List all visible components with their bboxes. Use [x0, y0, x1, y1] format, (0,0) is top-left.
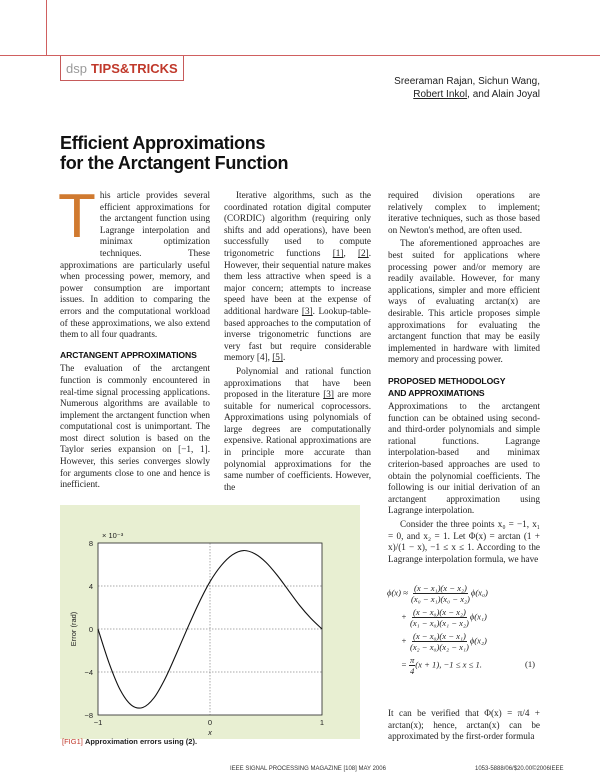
authors	[394, 75, 540, 101]
section-header	[60, 56, 184, 81]
figure-caption	[62, 737, 197, 746]
polynomial-paragraph: Polynomial and rational function approximations that have been proposed in the literature [3] are more suitable for numerical coprocessors. Approximations using polynomials of large degrees are computationally expensive. Rational approximations are in principle more accurate than polynomial approximations for the same number of coefficients. However, the	[224, 365, 372, 492]
ref-link-2[interactable]: [2]	[358, 247, 369, 258]
footer-copyright: 1053-5888/06/$20.00©2006IEEE	[475, 766, 564, 772]
y-tick-label: 0	[88, 625, 93, 634]
y-tick-label: −8	[84, 711, 93, 720]
ref-link-3[interactable]: [3]	[301, 305, 313, 316]
authors-line1: Sreeraman Rajan, Sichun Wang,	[394, 76, 540, 87]
lagrange-paragraph: Consider the three points x₀ = −1, x₁ = 0, and x₂ = 1. Let Φ(x) = arctan (1 + x)/(1 − x), −1 ≤ x ≤ 1. According to the Lagrange interpolation formula, we have	[388, 519, 540, 564]
corner-line-vertical	[46, 0, 47, 56]
cordic-paragraph: Iterative algorithms, such as the coordinated rotation digital computer (CORDIC) algorithm (requiring only shifts and add operations), have been successfully used to compute trigonometric functions [1], [2]. However, their sequential nature makes them less attractive when speed is a major concern; attempts to increase speed have been at the expense of additional hardware [3]. Lookup-table-based approaches to the computation of inverse trigonometric functions are very fast but require considerable memory [4], [5].	[224, 190, 372, 363]
figure-tag: [FIG1]	[62, 737, 83, 746]
author-link[interactable]: Robert Inkol	[413, 89, 468, 100]
y-exponent-label: × 10⁻³	[102, 531, 124, 540]
figure-panel	[60, 505, 360, 739]
x-tick-label: 0	[207, 718, 213, 727]
authors-line2: Robert Inkol, and Alain Joyal	[413, 89, 540, 100]
division-paragraph: required division operations are relatively complex to implement; iterative techniques, such as those based on Newton's method, are often used.	[388, 190, 540, 235]
column-2	[224, 190, 371, 493]
methodology-paragraph: Approximations to the arctangent function can be obtained using second- and third-order polynomials and simple rational functions. Lagrange interpolation-based and minimax criterion-based approaches are used to obtain the polynomial coefficients. The following is our initial derivation of an arctangent approximation using Lagrange interpolation.	[388, 401, 540, 516]
y-tick-label: 8	[88, 539, 93, 548]
approaches-paragraph: The aforementioned approaches are best suited for applications where processing power and/or memory are readily available. However, for many applications, simpler and more efficient ways of evaluating arctan(x) are desirable. This article proposes simple approximations for evaluating the arctangent function that may be easily implemented in hardware with limited memory and processing power.	[388, 238, 540, 365]
y-tick-label: −4	[84, 668, 93, 677]
article-title: Efficient Approximations for the Arctangent Function	[60, 133, 289, 173]
drop-cap: T	[58, 182, 96, 251]
column-3	[388, 190, 540, 565]
verification-paragraph: It can be verified that Φ(x) = π/4 + arctan(x); hence, arctan(x) can be approximated by the first-order formula	[388, 708, 540, 742]
ref-link-5[interactable]: [5]	[272, 352, 283, 363]
column-1	[58, 182, 210, 491]
section-heading-methodology: PROPOSED METHODOLOGY AND APPROXIMATIONS	[388, 375, 506, 398]
x-axis-label: x	[208, 728, 212, 737]
x-tick-label: −1	[93, 718, 103, 727]
y-tick-label: 4	[88, 582, 93, 591]
figure-caption-text: Approximation errors using (2).	[84, 737, 198, 746]
equation-1: ϕ(x) ≈ $\frac{\text{(x − x₁)(x − x₂)}}{\text{(x₀ − x₁)(x₀ − x₂)}}$ ϕ(x₀) + $\frac{\text{(x − x₀)(x − x₂)}}{\text{(x₁ − x₀)(x₁ − x₂)}}$ ϕ(x₁) + $\frac{\text{(x − x₀)(x − x₁)}}{\text{(x₂ − x₀)(x₂ − x₁)}}$ ϕ(x₂) = $\frac{\pi}{4}$ (x + 1), −1 ≤ x ≤ 1. (1)	[387, 583, 536, 676]
equation-number: (1)	[525, 659, 536, 669]
arctangent-paragraph: The evaluation of the arctangent function is commonly encountered in real-time signal processing applications. Numerous algorithms are available to implement the arctangent function when computational cost is unimportant. The most direct solution is based on the Taylor series expansion on [−1, 1]. However, this series converges slowly for arguments close to one and hence is inefficient.	[60, 363, 210, 490]
section-title: TIPS&TRICKS	[90, 60, 178, 76]
error-chart	[60, 505, 360, 739]
section-label: dsp	[66, 60, 87, 76]
section-heading-arctangent: ARCTANGENT APPROXIMATIONS	[60, 349, 197, 360]
footer-journal: IEEE SIGNAL PROCESSING MAGAZINE [108] MAY 2006	[230, 766, 386, 772]
ref-link-1[interactable]: [1]	[332, 247, 344, 258]
intro-paragraph: This article provides several efficient approximations for the arctangent function using Lagrange interpolation and minimax optimization techniques. These approximations are particularly useful when processing power, memory, and power consumption are important issues. In addition to comparing the errors and the computational workload of these approximations, we also extend them to all four quadrants.	[58, 182, 210, 340]
x-tick-label: 1	[319, 718, 325, 727]
ref-link-3b[interactable]: [3]	[323, 389, 334, 400]
y-axis-label: Error (rad)	[69, 611, 78, 647]
